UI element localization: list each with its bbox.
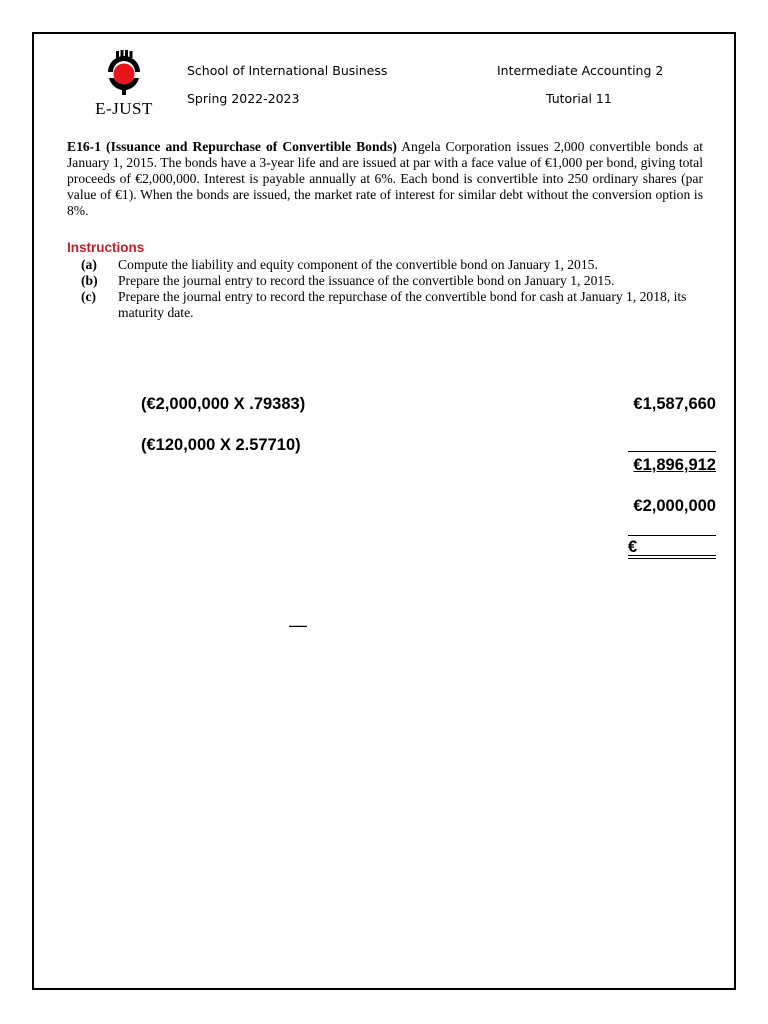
instruction-label: (b) <box>81 273 98 288</box>
equity-double-rule-1 <box>628 555 716 556</box>
instruction-item-c <box>81 289 706 321</box>
liability-subtotal: €1,896,912 <box>633 456 716 474</box>
tutorial-number: Tutorial 11 <box>546 91 612 106</box>
term: Spring 2022-2023 <box>187 91 300 106</box>
instruction-label: (c) <box>81 289 97 304</box>
problem-statement <box>67 139 703 219</box>
stray-dash: — <box>289 615 307 635</box>
calc-interest: (€120,000 X 2.57710) <box>141 436 301 454</box>
problem-title: E16-1 (Issuance and Repurchase of Convertible Bonds) <box>67 139 397 154</box>
instruction-text: Prepare the journal entry to record the repurchase of the convertible bond for cash at January 1, 2018, its maturity date. <box>118 289 687 320</box>
school-name: School of International Business <box>187 63 388 78</box>
instruction-item-b <box>81 273 706 289</box>
subtotal-rule <box>628 451 716 452</box>
instruction-text: Compute the liability and equity component of the convertible bond on January 1, 2015. <box>118 257 598 272</box>
ejust-logo <box>86 50 162 120</box>
total-proceeds: €2,000,000 <box>633 497 716 515</box>
instruction-item-a <box>81 257 706 273</box>
ejust-emblem-icon <box>99 50 149 100</box>
instructions-heading: Instructions <box>67 240 145 255</box>
equity-top-rule <box>628 535 716 536</box>
instruction-label: (a) <box>81 257 97 272</box>
instructions-list <box>81 257 706 321</box>
logo-text: E-JUST <box>95 99 153 118</box>
pv-principal-amount: €1,587,660 <box>633 395 716 413</box>
equity-double-rule-2 <box>628 558 716 559</box>
instruction-text: Prepare the journal entry to record the issuance of the convertible bond on January 1, 2015. <box>118 273 615 288</box>
calc-principal: (€2,000,000 X .79383) <box>141 395 306 413</box>
course-name: Intermediate Accounting 2 <box>497 63 664 78</box>
problem-body: Angela Corporation issues 2,000 convertible bonds at January 1, 2015. The bonds have a 3-year life and are issued at par with a face value of €1,000 per bond, giving total proceeds of €2,000,000. Interest is payable annually at 6%. Each bond is convertible into 250 ordinary shares (par value of €1). When the bonds are issued, the market rate of interest for similar debt without the conversion option is 8%. <box>67 139 703 218</box>
equity-amount: € <box>628 538 638 556</box>
